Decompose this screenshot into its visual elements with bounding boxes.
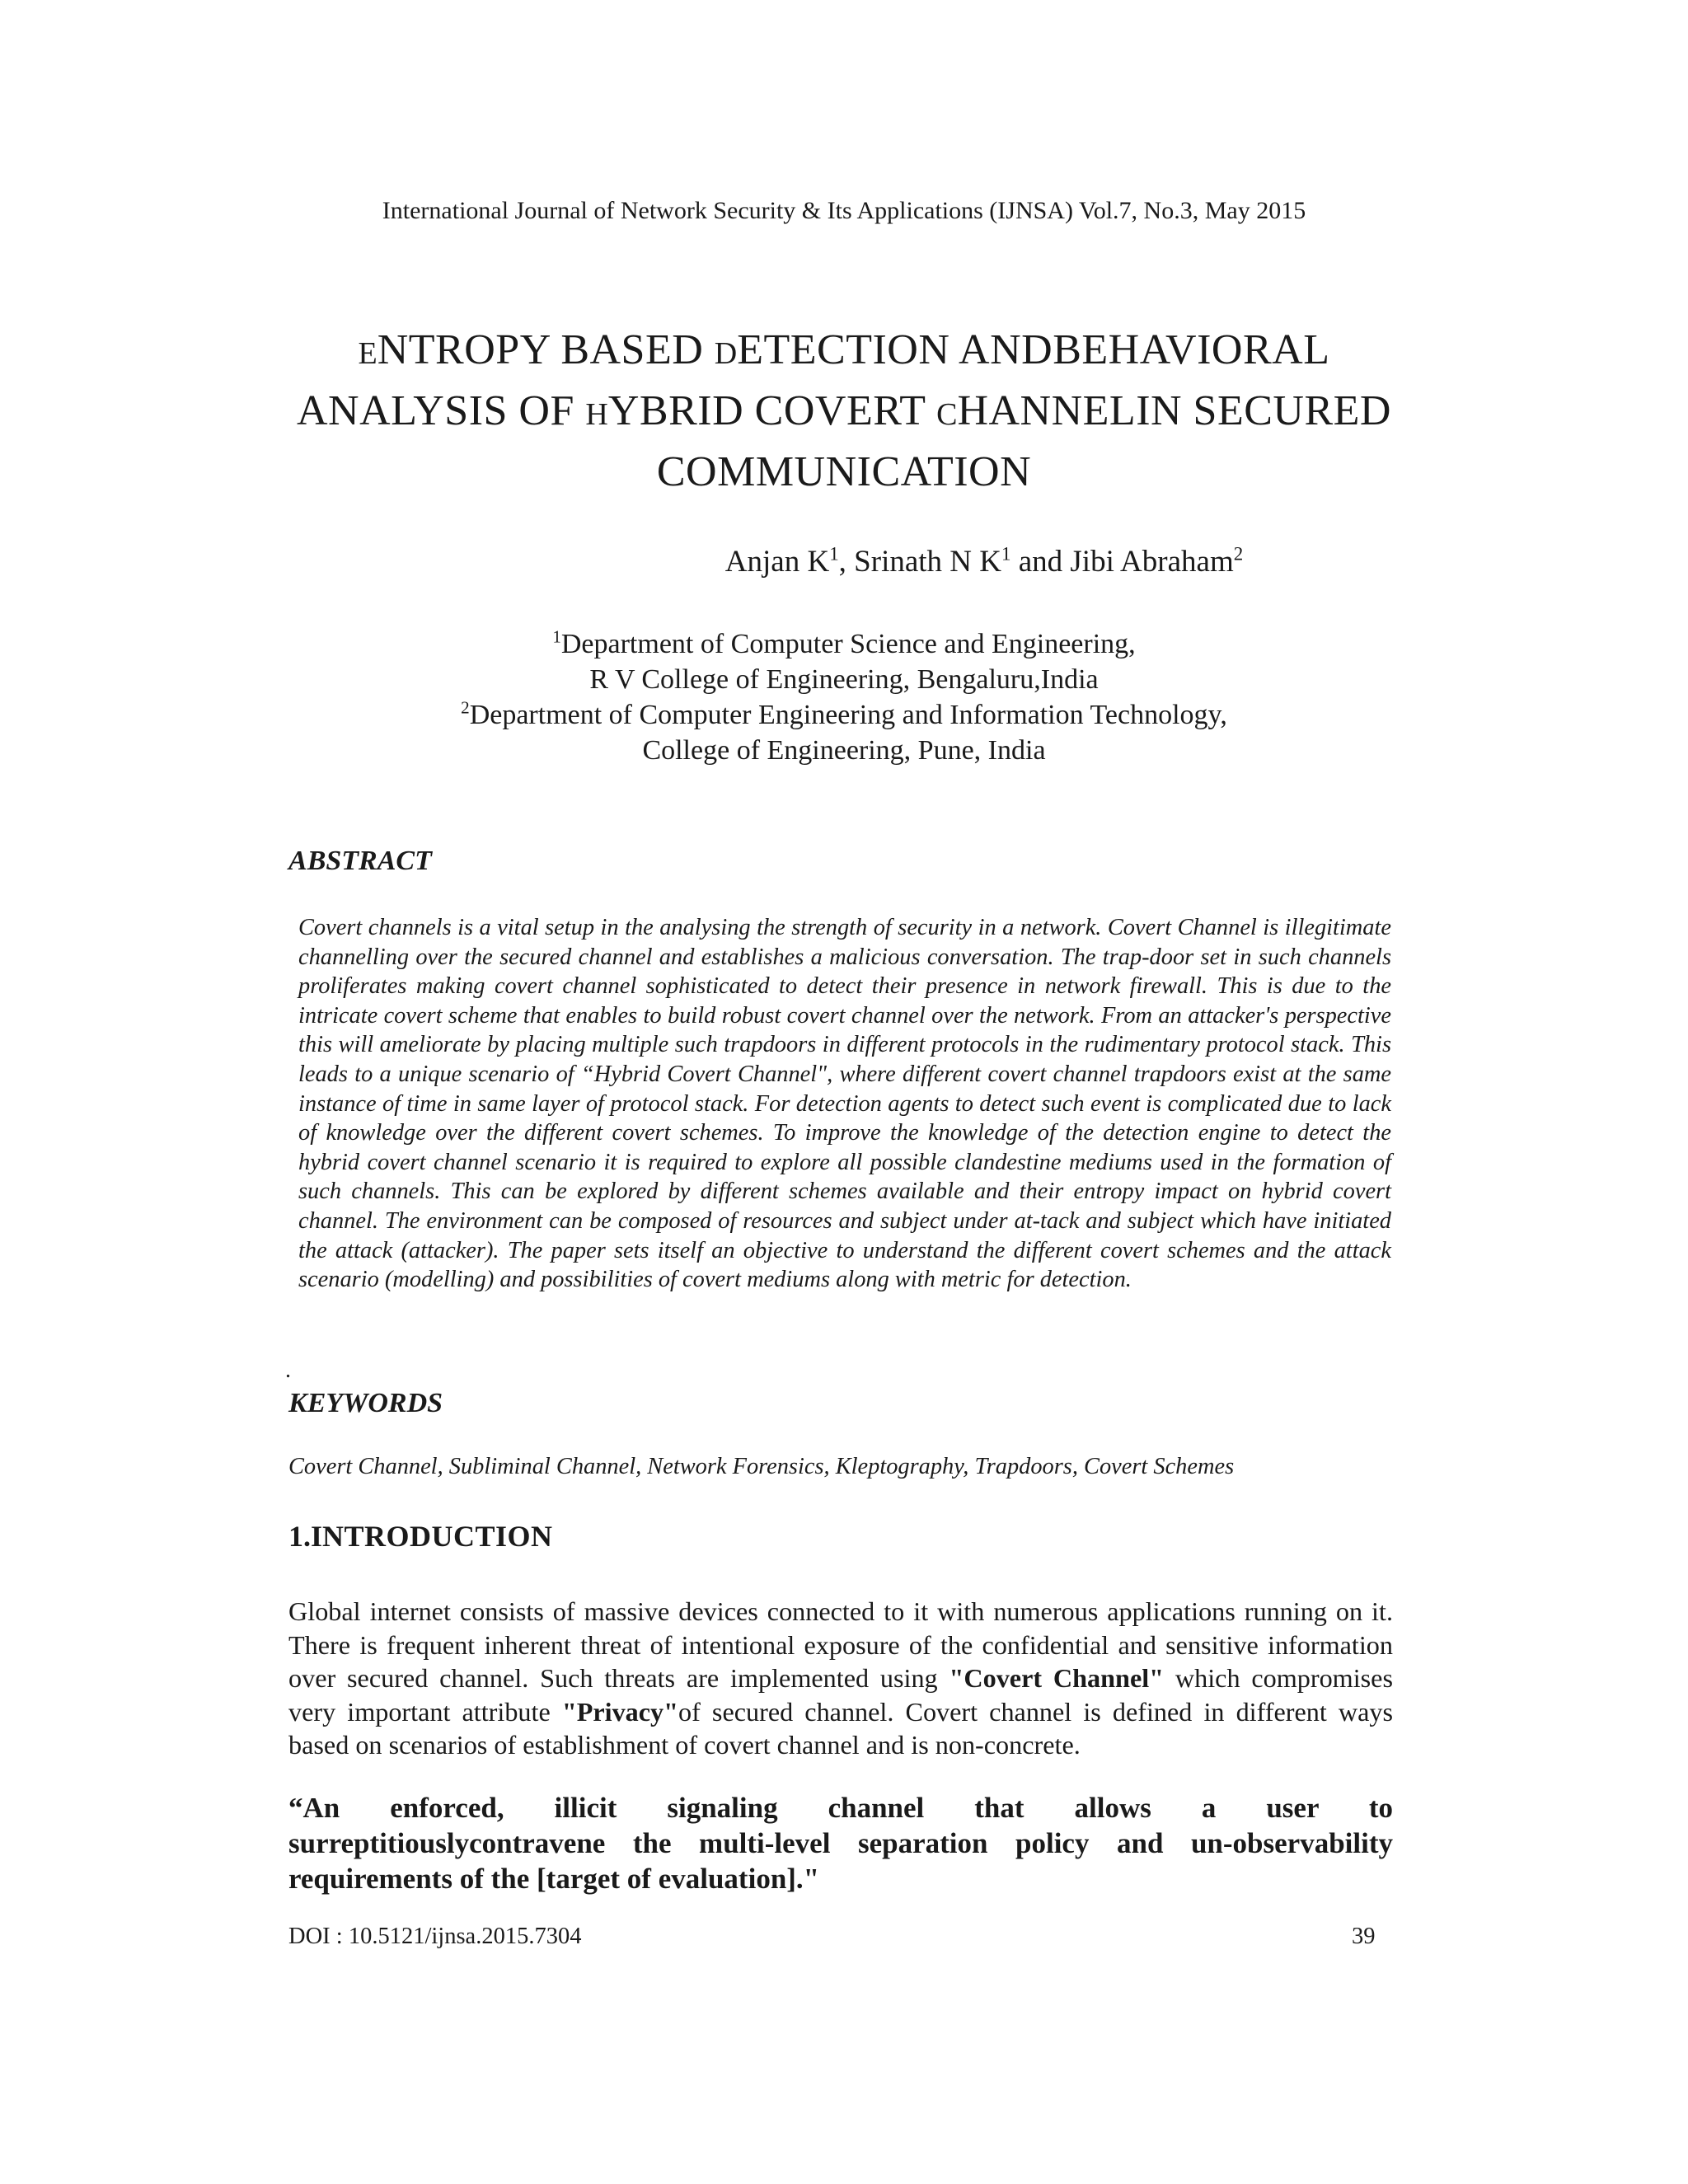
heading-rest: EYWORDS: [307, 1388, 443, 1418]
heading-rest: BSTRACT: [307, 846, 432, 876]
author-list: [0, 544, 1688, 580]
affiliation-2-line-2: College of Engineering, Pune, India: [642, 735, 1046, 766]
title-initial: H: [585, 397, 608, 432]
title-initial: C: [936, 397, 958, 432]
author-name: , Srinath N K: [838, 545, 1001, 579]
running-header: International Journal of Network Security & Its Applications (IJNSA) Vol.7, No.3, May 2015: [382, 197, 1306, 224]
affiliation-marker: 1: [1001, 543, 1011, 565]
stray-mark: .: [285, 1357, 291, 1383]
affiliation-text: Department of Computer Engineering and Information Technology,: [469, 700, 1227, 730]
affiliation-marker: 2: [461, 697, 470, 718]
title-initial: E: [358, 336, 377, 371]
author-name: and Jibi Abraham: [1010, 545, 1234, 579]
quote-line: “An enforced, illicit signaling channel that allows a user to: [288, 1792, 1393, 1824]
heading-rest: NTRODUCTION: [322, 1520, 553, 1553]
heading-initial: K: [288, 1388, 307, 1418]
affiliation-1-line-1: [0, 626, 1688, 662]
title-initial: D: [714, 336, 738, 371]
section-number: 1.: [288, 1520, 311, 1553]
introduction-heading: [288, 1518, 553, 1554]
emphasis-term: "Privacy": [561, 1696, 679, 1727]
title-smallcaps: ETECTION: [737, 326, 959, 373]
page-number: 39: [1352, 1924, 1376, 1949]
author-name: Anjan K: [724, 545, 830, 579]
author-names: [445, 545, 1243, 579]
title-smallcaps: HANNELIN SECURED: [957, 387, 1391, 434]
paragraph-text: which compromises very important attribute: [288, 1663, 1393, 1727]
abstract-text: Covert channels is a vital setup in the analysing the strength of security in a network. Covert Channel is illegitimate channelling over the secured channel and establishes a malicious conversation. The trap-door set in such channels proliferates making covert channel sophisticated to detect their presence in network firewall. This is due to the intricate covert scheme that enables to build robust covert channel over the network. From an attacker's perspective this will ameliorate by placing multiple such trapdoors in different protocols in the rudimentary protocol stack. This leads to a unique scenario of “Hybrid Covert Channel", where different covert channel trapdoors exist at the same instance of time in same layer of protocol stack. For detection agents to detect such event is complicated due to lack of knowledge over the different covert schemes. To improve the knowledge of the detection engine to detect the hybrid covert channel scenario it is required to explore all possible clandestine mediums used in the formation of such channels. This can be explored by different schemes available and their entropy impact on hybrid covert channel. The environment can be composed of resources and subject under at-tack and subject which have initiated the attack (attacker). The paper sets itself an objective to understand the different covert schemes and the attack scenario (modelling) and possibilities of covert mediums along with metric for detection.: [298, 915, 1391, 1293]
affiliation-marker: 1: [829, 543, 839, 565]
paragraph-text: of secured channel. Covert channel is defined in different ways based on scenarios of establishment of covert channel and is non-concrete.: [288, 1696, 1394, 1760]
footer-doi: DOI : 10.5121/ijnsa.2015.7304: [288, 1924, 582, 1949]
definition-quote: [288, 1790, 1393, 1896]
title-smallcaps: ANDB: [959, 326, 1082, 373]
affiliation-1-line-2: R V College of Engineering, Bengaluru,India: [589, 664, 1099, 695]
title-line-2: [206, 382, 1482, 443]
title-smallcaps: YBRID COVERT: [607, 387, 937, 434]
title-smallcaps: COMMUNICATION: [656, 448, 1032, 495]
affiliations: [0, 626, 1688, 768]
affiliation-text: Department of Computer Science and Engineering,: [560, 629, 1136, 659]
title-smallcaps: NTROPY BASED: [377, 326, 715, 373]
paragraph-text: Global internet consists of massive devices connected to it with numerous applications running on it. There is frequent inherent threat of intentional exposure of the confidential and sensitive information over secured channel. Such threats are implemented using: [288, 1596, 1393, 1693]
title-smallcaps: ANALYSIS OF: [297, 387, 586, 434]
affiliation-2-line-1: [0, 697, 1688, 733]
quote-line: surreptitiouslycontravene the multi-level separation policy and un-observability requirements of the [target of evaluation].": [288, 1827, 1393, 1895]
heading-initial: I: [311, 1520, 323, 1553]
abstract-heading: [288, 845, 432, 878]
keywords-text: Covert Channel, Subliminal Channel, Network Forensics, Kleptography, Trapdoors, Covert Schemes: [288, 1454, 1235, 1479]
paper-title: [206, 321, 1482, 504]
heading-initial: A: [288, 846, 307, 876]
title-line-1: [206, 321, 1482, 382]
affiliation-marker: 2: [1233, 543, 1244, 565]
introduction-paragraph: [288, 1595, 1393, 1762]
affiliation-marker: 1: [552, 626, 561, 647]
keywords-heading: [288, 1387, 443, 1420]
emphasis-term: "Covert Channel": [949, 1663, 1165, 1693]
title-smallcaps: EHAVIORAL: [1081, 326, 1330, 373]
title-line-3: [206, 443, 1482, 504]
